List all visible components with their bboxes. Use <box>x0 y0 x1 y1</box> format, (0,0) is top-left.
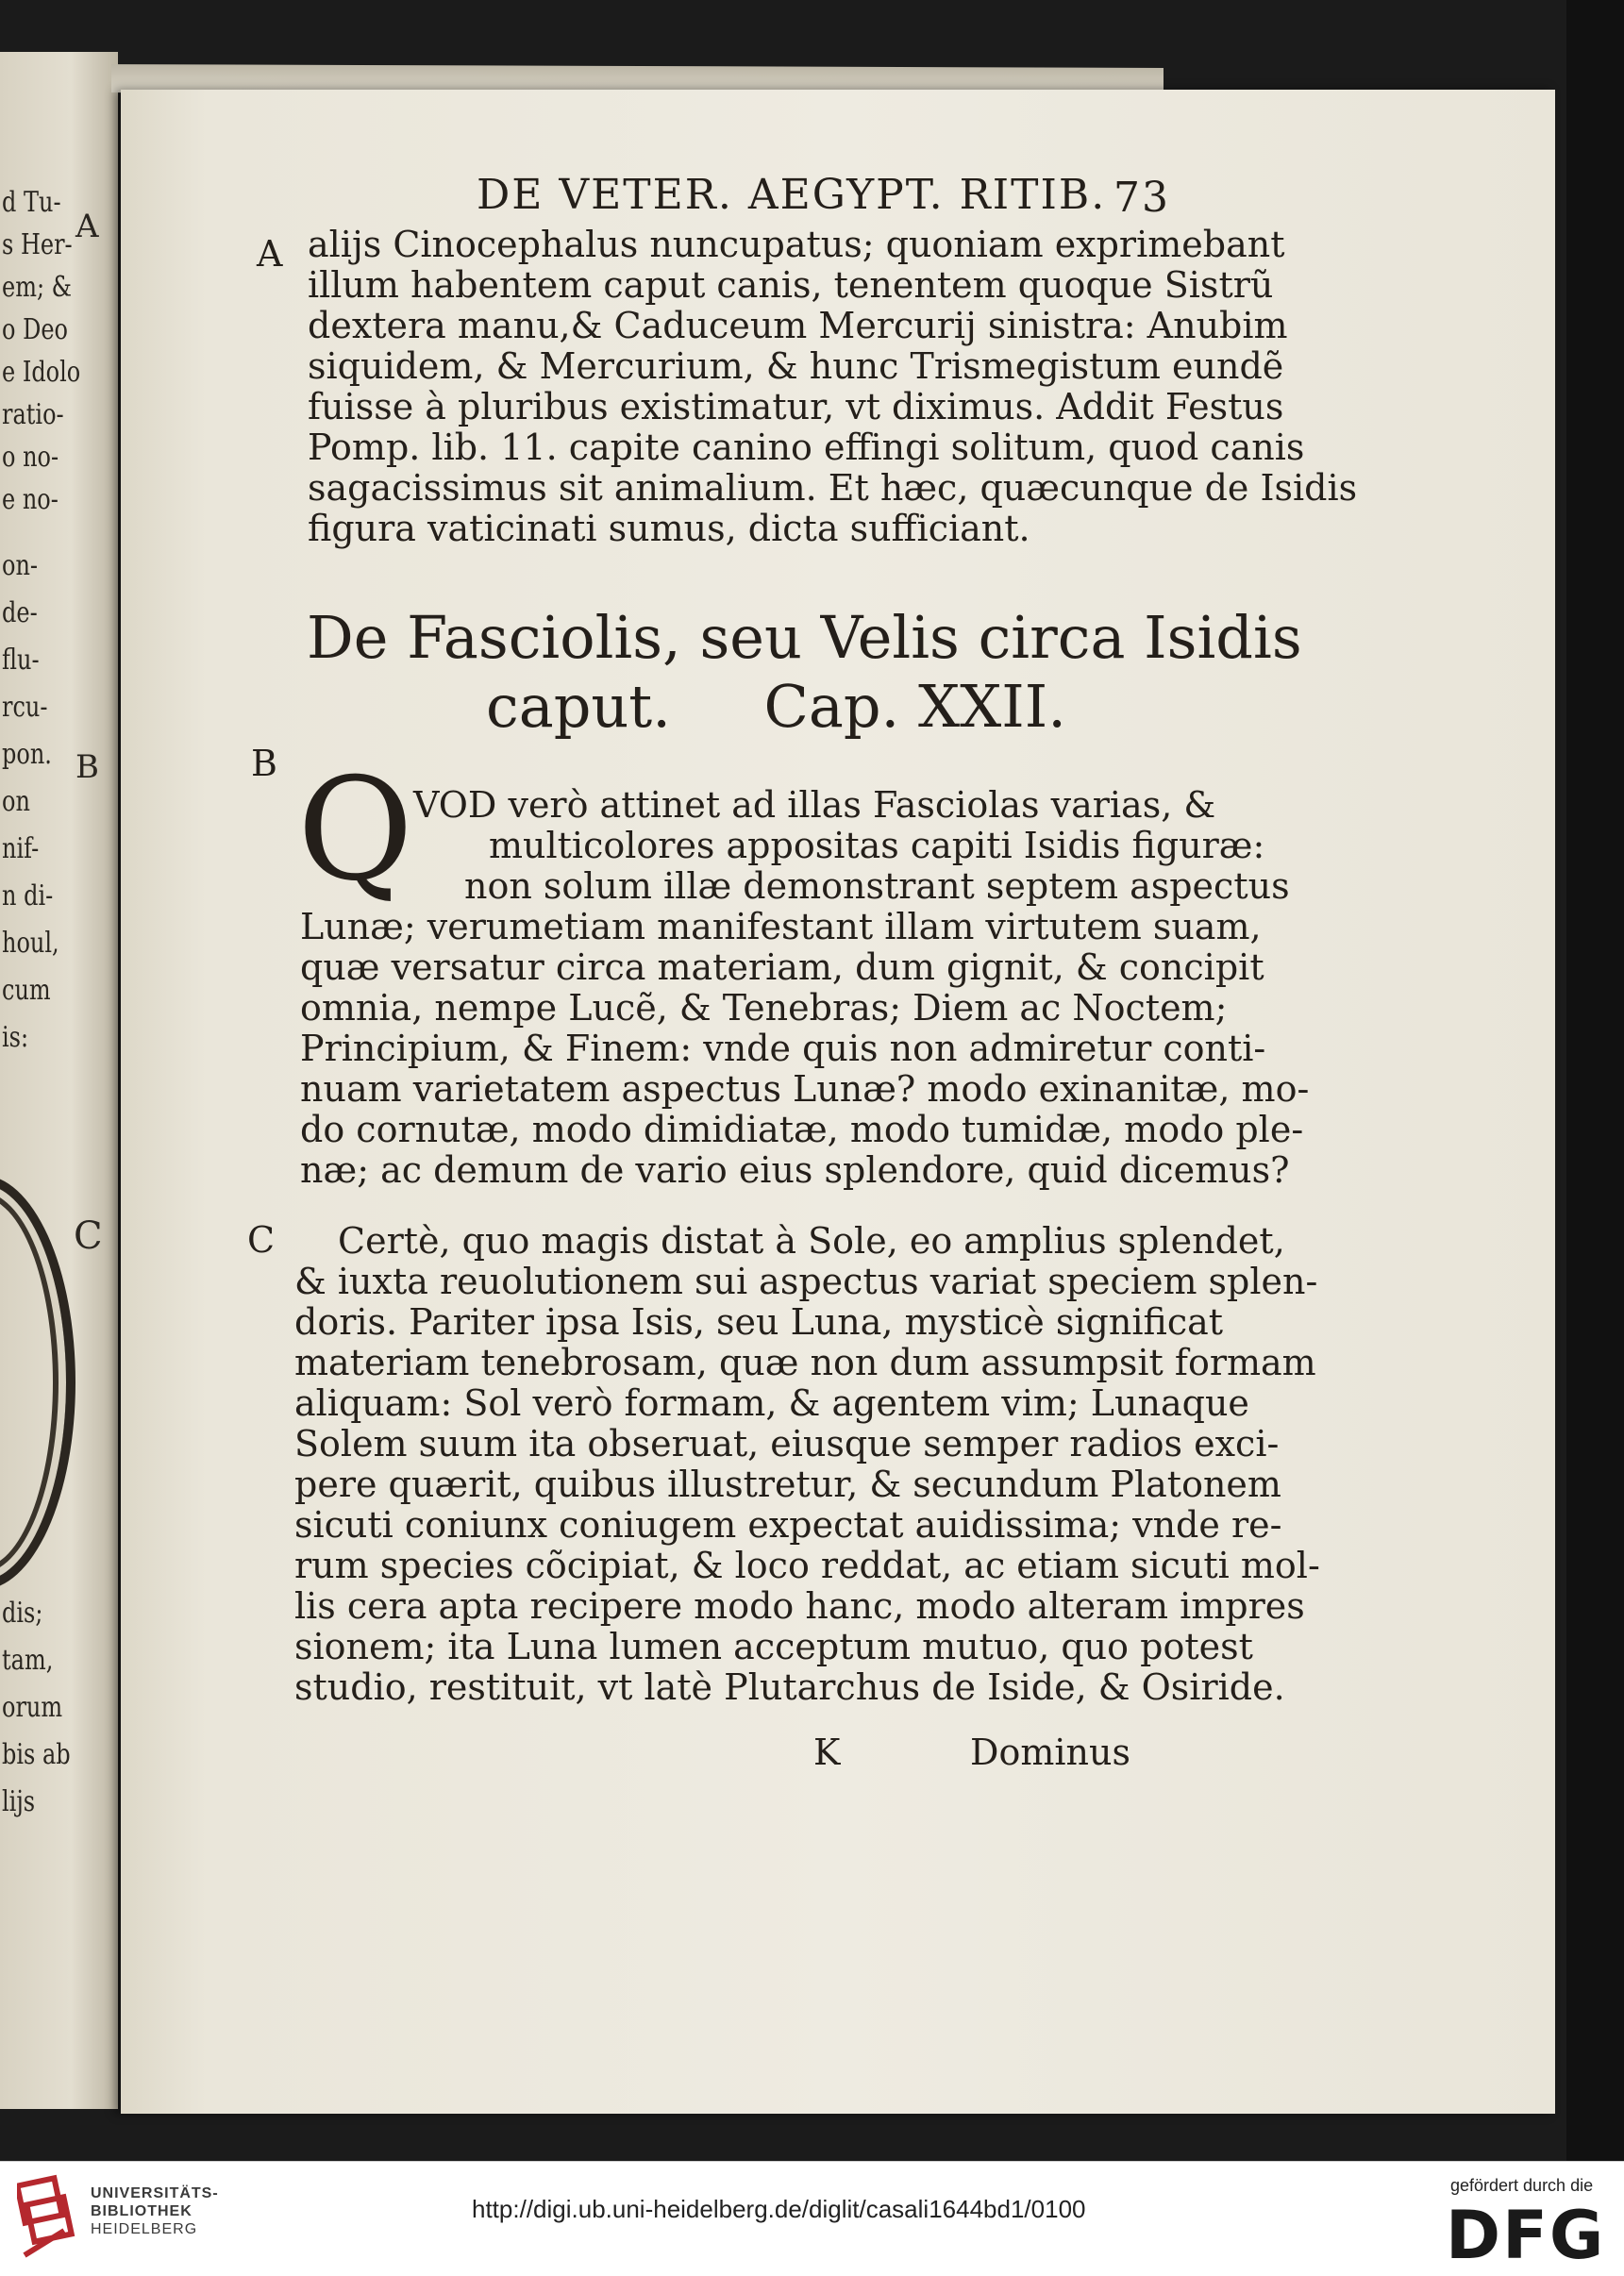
left-margin-letter-b: B <box>75 748 99 786</box>
signature-mark: K <box>813 1732 841 1773</box>
left-page-text-fragment: orum <box>2 1691 63 1724</box>
text-line: figura vaticinati sumus, dicta sufficiant. <box>308 508 1030 549</box>
left-page-text-fragment: tam, <box>2 1644 54 1677</box>
left-page-text-fragment: s Her- <box>2 228 73 261</box>
chapter-title-line-1: De Fasciolis, seu Velis circa Isidis <box>307 603 1302 672</box>
left-page-text-fragment: flu- <box>2 644 40 677</box>
text-line: siquidem, & Mercurium, & hunc Trismegistum eundẽ <box>308 345 1284 387</box>
left-page-text-fragment: nif- <box>2 832 40 865</box>
left-page-text-fragment: de- <box>2 596 38 629</box>
left-page-text-fragment: o no- <box>2 441 59 474</box>
left-page-text-fragment: n di- <box>2 879 54 912</box>
text-line: & iuxta reuolutionem sui aspectus variat speciem splen- <box>294 1261 1318 1302</box>
text-line: VOD verò attinet ad illas Fasciolas varias, & <box>413 784 1216 826</box>
left-page-text-fragment: houl, <box>2 927 59 960</box>
left-page-text-fragment: on- <box>2 549 39 582</box>
left-page-text-fragment: on <box>2 785 30 818</box>
text-line: do cornutæ, modo dimidiatæ, modo tumidæ, modo ple- <box>300 1109 1304 1150</box>
text-line: sagacissimus sit animalium. Et hæc, quæcunque de Isidis <box>308 467 1358 509</box>
left-page-seal-ornament <box>0 1175 75 1590</box>
left-page-text-fragment: cum <box>2 974 51 1007</box>
text-line: quæ versatur circa materiam, dum gignit, & concipit <box>300 946 1264 988</box>
text-line: Pomp. lib. 11. capite canino effingi solitum, quod canis <box>308 427 1305 468</box>
left-page-text-fragment: rcu- <box>2 691 48 724</box>
margin-letter-c: C <box>247 1219 276 1261</box>
left-page-text-fragment: e Idolo <box>2 356 81 389</box>
library-name-line-2: BIBLIOTHEK <box>91 2203 193 2219</box>
left-page-text-fragment: ratio- <box>2 398 64 431</box>
university-library-logo-icon[interactable] <box>17 2172 75 2263</box>
permalink-url[interactable]: http://digi.ub.uni-heidelberg.de/diglit/casali1644bd1/0100 <box>472 2195 1086 2223</box>
running-title: DE VETER. AEGYPT. RITIB. <box>477 171 1107 219</box>
text-line: doris. Pariter ipsa Isis, seu Luna, mysticè significat <box>294 1301 1224 1343</box>
left-page-text-fragment: pon. <box>2 738 52 771</box>
funding-caption: gefördert durch die <box>1450 2176 1594 2195</box>
left-page-text-fragment: is: <box>2 1021 29 1054</box>
dfg-logo-icon[interactable]: DFG <box>1446 2197 1606 2274</box>
library-name-line-3: HEIDELBERG <box>91 2221 198 2237</box>
left-page-text-fragment: dis; <box>2 1597 43 1630</box>
text-line: illum habentem caput canis, tenentem quoque Sistrũ <box>308 264 1274 306</box>
text-line: sicuti coniunx coniugem expectat auidissima; vnde re- <box>294 1504 1282 1546</box>
text-line: Solem suum ita obseruat, eiusque semper radios exci- <box>294 1423 1280 1464</box>
drop-cap: Q <box>297 748 413 912</box>
text-line: materiam tenebrosam, quæ non dum assumpsit formam <box>294 1342 1316 1383</box>
library-name-line-1: UNIVERSITÄTS- <box>91 2185 219 2201</box>
text-line: Certè, quo magis distat à Sole, eo amplius splendet, <box>338 1220 1285 1262</box>
text-line: sionem; ita Luna lumen acceptum mutuo, quo potest <box>294 1626 1253 1667</box>
scanner-backdrop <box>1566 0 1624 2161</box>
text-line: lis cera apta recipere modo hanc, modo alteram impres <box>294 1585 1305 1627</box>
text-line: pere quærit, quibus illustretur, & secundum Platonem <box>294 1464 1281 1505</box>
text-line: rum species cõcipiat, & loco reddat, ac etiam sicuti mol- <box>294 1545 1320 1586</box>
text-line: nuam varietatem aspectus Lunæ? modo exinanitæ, mo- <box>300 1068 1310 1110</box>
text-line: Principium, & Finem: vnde quis non admiretur conti- <box>300 1028 1266 1069</box>
margin-letter-b: B <box>251 743 277 784</box>
left-page-text-fragment: d Tu- <box>2 186 61 219</box>
chapter-title-line-2: caput. Cap. XXII. <box>486 672 1066 741</box>
margin-letter-a: A <box>257 233 283 275</box>
left-page-text-fragment: lijs <box>2 1785 36 1818</box>
left-page-text-fragment: bis ab <box>2 1738 71 1771</box>
text-line: aliquam: Sol verò formam, & agentem vim; Lunaque <box>294 1382 1249 1424</box>
text-line: næ; ac demum de vario eius splendore, quid dicemus? <box>300 1149 1290 1191</box>
text-line: alijs Cinocephalus nuncupatus; quoniam exprimebant <box>308 224 1285 265</box>
catchword: Dominus <box>970 1732 1130 1773</box>
left-margin-letter-a: A <box>75 208 99 245</box>
left-facing-page <box>0 52 118 2109</box>
text-line: Lunæ; verumetiam manifestant illam virtutem suam, <box>300 906 1262 947</box>
text-line: omnia, nempe Lucẽ, & Tenebras; Diem ac Noctem; <box>300 987 1228 1029</box>
left-margin-letter-c: C <box>74 1214 103 1258</box>
page-number: 73 <box>1113 174 1170 222</box>
text-line: fuisse à pluribus existimatur, vt diximus. Addit Festus <box>308 386 1284 427</box>
left-page-text-fragment: e no- <box>2 483 59 516</box>
text-line: dextera manu,& Caduceum Mercurij sinistra: Anubim <box>308 305 1288 346</box>
left-page-text-fragment: em; & <box>2 271 73 304</box>
text-line: studio, restituit, vt latè Plutarchus de Iside, & Osiride. <box>294 1666 1285 1708</box>
text-line: non solum illæ demonstrant septem aspectus <box>464 865 1290 907</box>
left-page-text-fragment: o Deo <box>2 313 68 346</box>
text-line: multicolores appositas capiti Isidis figuræ: <box>489 825 1265 866</box>
